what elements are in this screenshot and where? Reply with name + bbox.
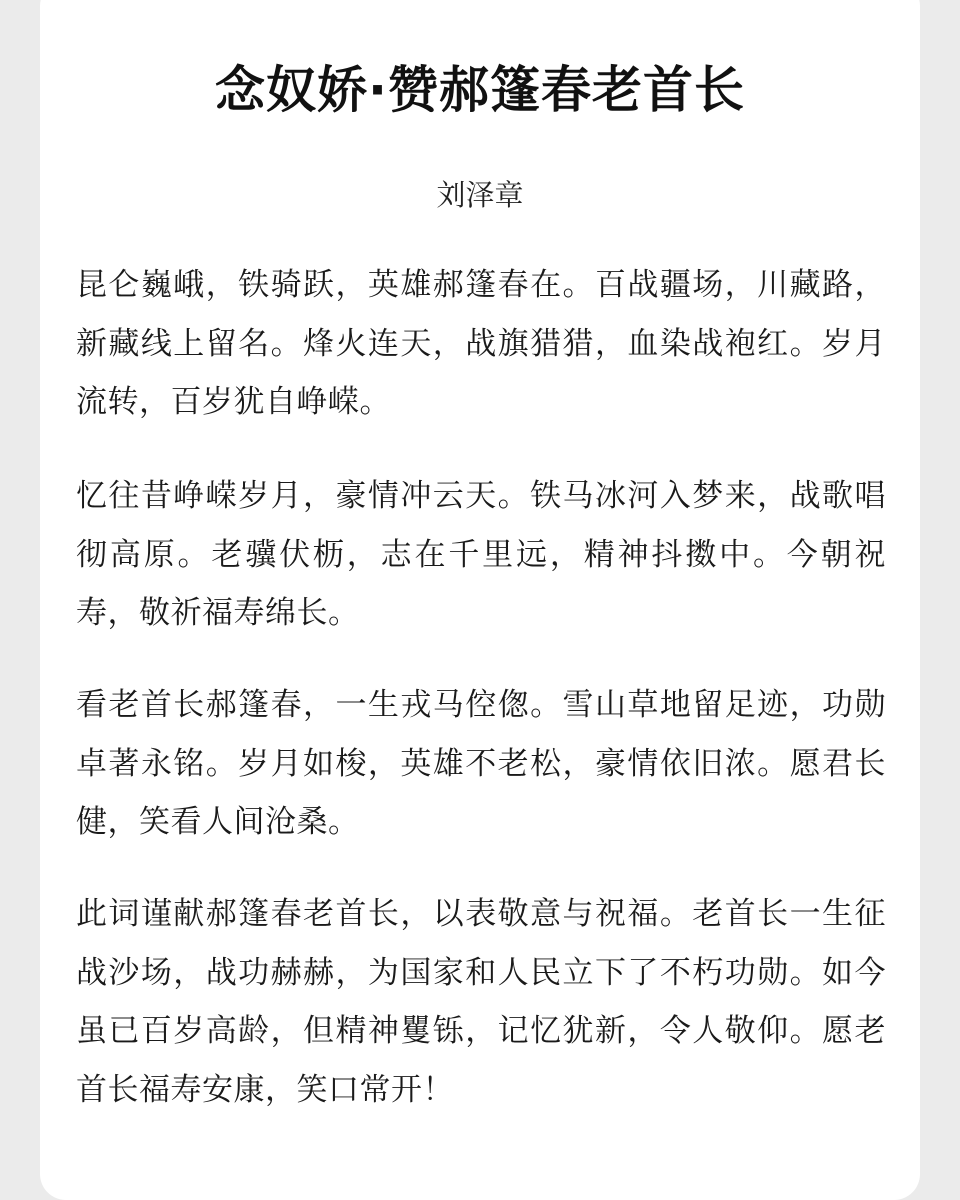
dedication-paragraph: 此词谨献郝篷春老首长，以表敬意与祝福。老首长一生征战沙场，战功赫赫，为国家和人民立下了不朽功勋。如今虽已百岁高龄，但精神矍铄，记忆犹新，令人敬仰。愿老首长福寿安康，笑口常开！ (76, 896, 886, 1108)
poem-stanza-2: 忆往昔峥嵘岁月，豪情冲云天。铁马冰河入梦来，战歌唱彻高原。老骥伏枥，志在千里远，精神抖擞中。今朝祝寿，敬祈福寿绵长。 (76, 478, 886, 631)
poem-stanza-3: 看老首长郝篷春，一生戎马倥偬。雪山草地留足迹，功勋卓著永铭。岁月如梭，英雄不老松，豪情依旧浓。愿君长健，笑看人间沧桑。 (76, 687, 886, 840)
poem-stanza-1: 昆仑巍峨，铁骑跃，英雄郝篷春在。百战疆场，川藏路，新藏线上留名。烽火连天，战旗猎猎，血染战袍红。岁月流转，百岁犹自峥嵘。 (76, 267, 886, 420)
poem-author: 刘泽章 (436, 178, 524, 212)
poem-title: 念奴娇·赞郝篷春老首长 (215, 61, 745, 119)
